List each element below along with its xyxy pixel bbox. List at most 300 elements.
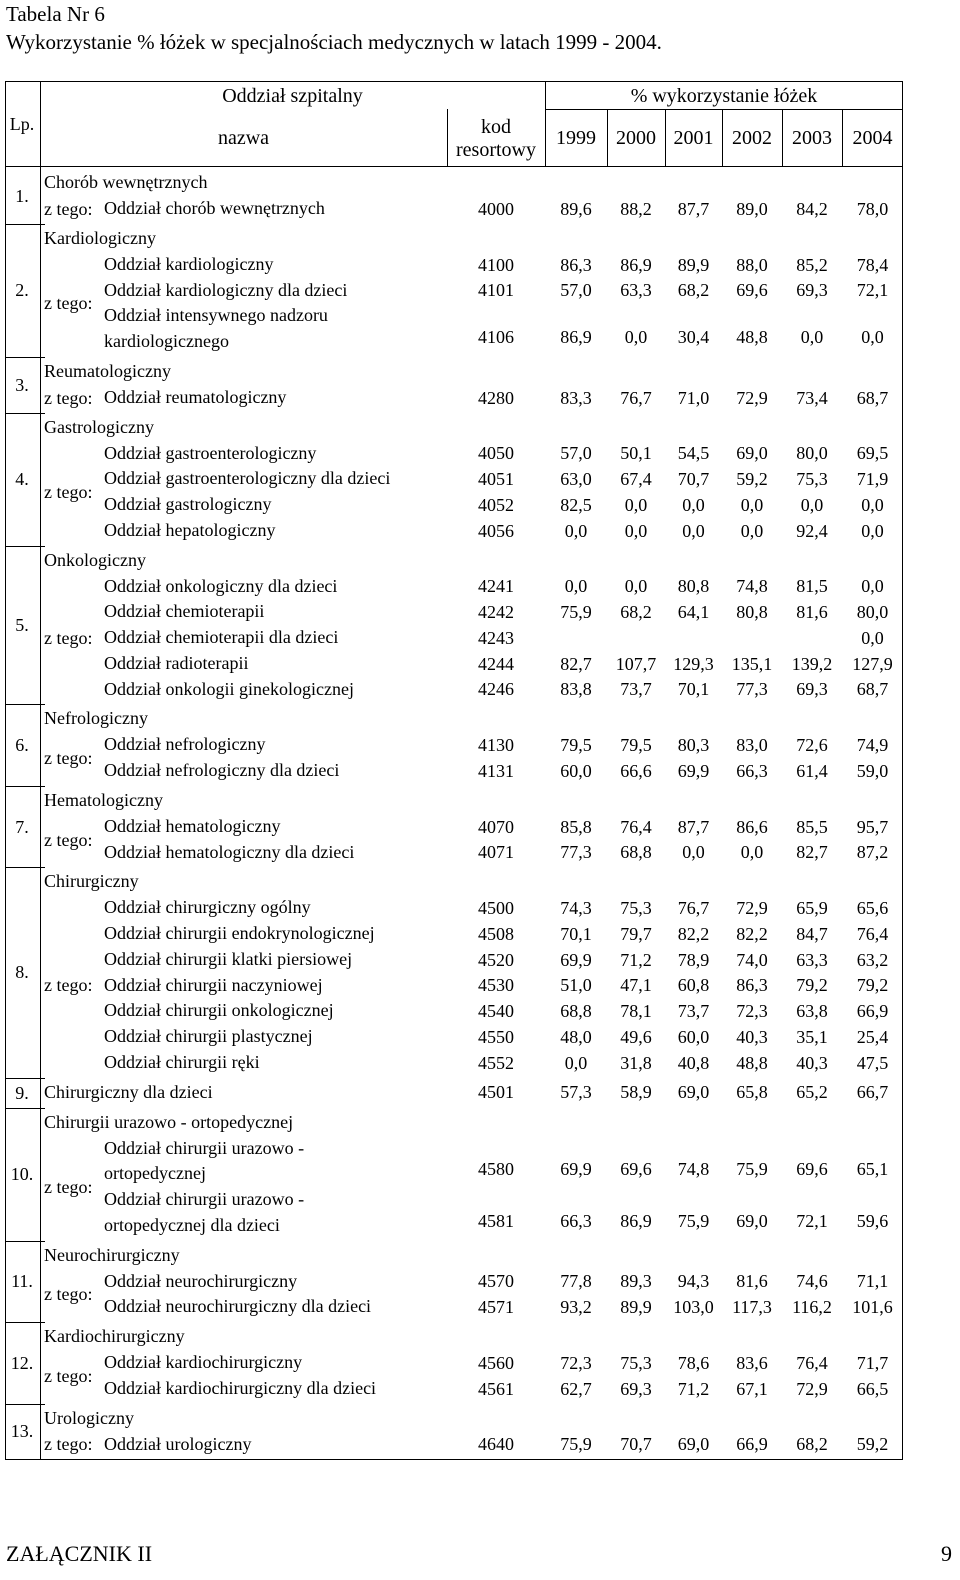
header-oddzial: Oddział szpitalny: [222, 85, 363, 107]
value-cell: 72,1: [856, 280, 889, 301]
value-cell: 78,4: [856, 254, 889, 275]
value-cell: 86,6: [736, 816, 768, 837]
header-kod-resortowy: resortowy: [456, 139, 536, 161]
value-cell: 76,7: [620, 387, 652, 408]
grid-line: [5, 704, 45, 705]
value-cell: 69,9: [677, 760, 710, 781]
value-cell: 0,0: [682, 494, 705, 515]
value-cell: 35,1: [796, 1026, 828, 1047]
code-cell: 4070: [478, 816, 514, 837]
value-cell: 71,7: [856, 1352, 889, 1373]
department-name: ortopedycznej dla dzieci: [104, 1214, 280, 1235]
department-name: Oddział reumatologiczny: [104, 386, 287, 407]
value-cell: 67,1: [736, 1378, 768, 1399]
value-cell: 70,1: [677, 679, 710, 700]
grid-line: [545, 81, 546, 166]
value-cell: 69,6: [736, 280, 768, 301]
code-cell: 4550: [478, 1026, 514, 1047]
value-cell: 0,0: [624, 494, 648, 515]
group-name: Onkologiczny: [44, 549, 146, 570]
value-cell: 68,2: [796, 1434, 828, 1455]
value-cell: 69,6: [796, 1159, 828, 1180]
lp-number: 3.: [15, 374, 29, 395]
z-tego-label: z tego:: [44, 975, 93, 996]
value-cell: 70,1: [560, 923, 592, 944]
department-name: Oddział chirurgiczny ogólny: [104, 897, 311, 918]
department-name: ortopedycznej: [104, 1163, 206, 1184]
group-name: Chorób wewnętrznych: [44, 172, 208, 192]
value-cell: 72,9: [736, 387, 768, 408]
department-name: Oddział chirurgii ręki: [104, 1051, 260, 1072]
value-cell: 95,7: [856, 816, 889, 837]
grid-line: [782, 109, 783, 166]
department-name: Oddział chemioterapii dla dzieci: [104, 627, 339, 647]
value-cell: 74,6: [796, 1271, 828, 1292]
code-cell: 4560: [478, 1352, 514, 1373]
grid-line: [5, 357, 45, 358]
value-cell: 79,5: [620, 735, 652, 756]
value-cell: 116,2: [792, 1297, 832, 1318]
value-cell: 87,7: [677, 198, 710, 219]
value-cell: 85,5: [796, 816, 828, 837]
value-cell: 54,5: [677, 443, 710, 464]
value-cell: 107,7: [615, 653, 657, 674]
department-name: Oddział onkologii ginekologicznej: [104, 678, 354, 699]
header-nazwa: nazwa: [217, 127, 270, 149]
document-subtitle: Wykorzystanie % łóżek w specjalnościach medycznych w latach 1999 - 2004.: [6, 30, 662, 54]
value-cell: 83,8: [560, 679, 592, 700]
value-cell: 0,0: [861, 327, 884, 347]
value-cell: 0,0: [624, 520, 648, 541]
value-cell: 80,8: [736, 602, 768, 623]
value-cell: 0,0: [564, 520, 588, 541]
value-cell: 75,3: [620, 898, 652, 919]
value-cell: 80,0: [796, 443, 828, 464]
grid-line: [842, 109, 843, 166]
value-cell: 60,8: [677, 975, 710, 996]
department-name: Oddział gastrologiczny: [104, 494, 272, 514]
value-cell: 88,2: [620, 198, 652, 219]
value-cell: 48,0: [560, 1026, 592, 1047]
value-cell: 59,6: [856, 1210, 889, 1231]
grid-line: [5, 1241, 45, 1242]
value-cell: 74,8: [736, 576, 768, 597]
code-cell: 4243: [478, 627, 514, 648]
value-cell: 50,1: [620, 443, 652, 464]
lp-number: 8.: [15, 962, 29, 983]
z-tego-label: z tego:: [44, 1434, 93, 1455]
lp-number: 6.: [15, 735, 29, 755]
value-cell: 59,2: [856, 1434, 889, 1455]
value-cell: 25,4: [856, 1026, 889, 1047]
value-cell: 81,6: [736, 1271, 768, 1292]
bed-usage-table: [5, 81, 903, 1460]
grid-line: [5, 1078, 45, 1079]
value-cell: 77,3: [560, 842, 592, 863]
value-cell: 81,5: [796, 576, 828, 597]
lp-number: 7.: [15, 816, 29, 837]
code-cell: 4500: [478, 898, 514, 919]
value-cell: 40,3: [796, 1052, 828, 1073]
lp-number: 9.: [15, 1082, 29, 1103]
code-cell: 4570: [478, 1271, 514, 1292]
group-name: Reumatologiczny: [44, 360, 171, 381]
value-cell: 66,3: [736, 760, 768, 781]
value-cell: 117,3: [732, 1297, 772, 1318]
grid-line: [5, 1108, 45, 1109]
value-cell: 68,8: [560, 1001, 592, 1022]
group-name: Nefrologiczny: [44, 708, 148, 729]
lp-number: 4.: [15, 469, 29, 489]
value-cell: 62,7: [560, 1378, 592, 1399]
grid-line: [5, 867, 45, 868]
value-cell: 0,0: [740, 842, 764, 863]
code-cell: 4130: [478, 735, 514, 756]
value-cell: 87,7: [677, 816, 710, 837]
grid-line: [5, 1404, 45, 1405]
value-cell: 73,7: [677, 1001, 710, 1022]
department-name: Oddział nefrologiczny dla dzieci: [104, 760, 340, 780]
value-cell: 65,6: [856, 898, 889, 919]
grid-line: [607, 109, 608, 166]
value-cell: 72,3: [560, 1352, 592, 1373]
group-name: Kardiologiczny: [44, 227, 156, 248]
value-cell: 0,0: [861, 576, 884, 597]
value-cell: 71,0: [677, 387, 710, 408]
group-name: Neurochirurgiczny: [44, 1244, 180, 1265]
value-cell: 86,9: [620, 1210, 652, 1231]
header-kod: kod: [481, 116, 511, 138]
code-cell: 4571: [478, 1297, 514, 1318]
value-cell: 80,3: [677, 735, 710, 756]
value-cell: 75,9: [560, 1434, 592, 1455]
value-cell: 61,4: [796, 760, 828, 781]
grid-line: [40, 81, 41, 1459]
grid-line: [5, 224, 45, 225]
lp-number: 5.: [15, 614, 29, 635]
grid-line: [545, 109, 903, 110]
header-year-2003: 2003: [792, 127, 832, 149]
z-tego-label: z tego:: [44, 829, 93, 850]
value-cell: 75,9: [736, 1159, 768, 1180]
value-cell: 31,8: [620, 1052, 652, 1073]
z-tego-label: z tego:: [44, 1284, 93, 1305]
header-year-2001: 2001: [673, 127, 714, 149]
z-tego-label: z tego:: [44, 627, 93, 648]
value-cell: 76,7: [677, 898, 710, 919]
z-tego-label: z tego:: [44, 748, 93, 768]
value-cell: 82,2: [677, 923, 710, 944]
grid-line: [5, 81, 6, 1459]
value-cell: 0,0: [861, 627, 884, 648]
value-cell: 66,3: [560, 1210, 592, 1231]
department-name: Oddział hematologiczny: [104, 815, 281, 836]
header-year-2004: 2004: [852, 127, 893, 149]
value-cell: 74,9: [856, 735, 889, 756]
department-name: Oddział chirurgii urazowo -: [104, 1137, 305, 1158]
department-name: Oddział chirurgii plastycznej: [104, 1026, 313, 1046]
value-cell: 65,1: [856, 1159, 889, 1180]
page-number: 9: [941, 1541, 952, 1566]
header-wykorzystanie: % wykorzystanie łóżek: [630, 85, 818, 107]
value-cell: 68,7: [856, 679, 889, 700]
value-cell: 66,5: [856, 1378, 889, 1399]
value-cell: 75,9: [677, 1210, 710, 1231]
value-cell: 83,6: [736, 1352, 768, 1373]
value-cell: 83,0: [736, 735, 768, 756]
value-cell: 69,0: [677, 1081, 710, 1102]
header-year-2000: 2000: [616, 127, 656, 149]
footer-annex: ZAŁĄCZNIK II: [6, 1541, 153, 1566]
code-cell: 4530: [478, 975, 514, 996]
group-name: Hematologiczny: [44, 789, 163, 810]
value-cell: 71,2: [620, 949, 652, 970]
value-cell: 69,9: [560, 949, 592, 970]
value-cell: 49,6: [620, 1026, 652, 1047]
value-cell: 75,9: [560, 602, 592, 623]
grid-line: [5, 166, 903, 167]
code-cell: 4246: [478, 679, 514, 700]
department-name: Oddział neurochirurgiczny dla dzieci: [104, 1296, 372, 1317]
value-cell: 64,1: [677, 602, 710, 623]
value-cell: 0,0: [740, 494, 764, 515]
value-cell: 88,0: [736, 254, 768, 275]
department-name: kardiologicznego: [104, 331, 229, 351]
value-cell: 69,0: [736, 443, 768, 464]
department-name: Oddział urologiczny: [104, 1433, 252, 1454]
value-cell: 66,7: [856, 1081, 889, 1102]
value-cell: 40,8: [677, 1052, 710, 1073]
value-cell: 47,1: [620, 975, 652, 996]
code-cell: 4100: [478, 254, 514, 275]
value-cell: 72,6: [796, 735, 828, 756]
value-cell: 71,9: [856, 469, 889, 490]
group-name: Chirurgii urazowo - ortopedycznej: [44, 1111, 294, 1132]
header-lp: Lp.: [9, 114, 35, 134]
value-cell: 70,7: [677, 469, 710, 490]
value-cell: 75,3: [796, 469, 828, 490]
value-cell: 77,3: [736, 679, 768, 700]
value-cell: 127,9: [852, 653, 893, 674]
department-name: Oddział chirurgii naczyniowej: [104, 974, 323, 995]
code-cell: 4101: [478, 280, 514, 301]
value-cell: 79,5: [560, 735, 592, 756]
value-cell: 0,0: [740, 520, 764, 541]
lp-number: 2.: [15, 280, 29, 301]
grid-line: [5, 413, 45, 414]
value-cell: 101,6: [852, 1297, 893, 1318]
value-cell: 40,3: [736, 1026, 768, 1047]
group-name: Chirurgiczny dla dzieci: [44, 1081, 213, 1102]
value-cell: 68,8: [620, 842, 652, 863]
code-cell: 4050: [478, 443, 514, 464]
grid-line: [447, 109, 448, 166]
lp-number: 12.: [10, 1352, 34, 1373]
value-cell: 139,2: [791, 653, 833, 674]
value-cell: 76,4: [856, 923, 889, 944]
department-name: Oddział gastroenterologiczny dla dzieci: [104, 468, 391, 489]
lp-number: 10.: [10, 1164, 34, 1184]
value-cell: 48,8: [736, 327, 768, 347]
grid-line: [902, 81, 903, 1459]
grid-line: [665, 109, 666, 166]
value-cell: 78,1: [620, 1001, 652, 1022]
value-cell: 73,7: [620, 679, 652, 700]
value-cell: 0,0: [624, 327, 648, 347]
z-tego-label: z tego:: [44, 293, 93, 314]
value-cell: 63,8: [796, 1001, 828, 1022]
value-cell: 86,3: [736, 975, 768, 996]
value-cell: 82,7: [796, 842, 828, 863]
code-cell: 4640: [478, 1434, 514, 1455]
value-cell: 75,3: [620, 1352, 652, 1373]
code-cell: 4561: [478, 1378, 514, 1399]
value-cell: 78,9: [677, 949, 710, 970]
value-cell: 86,9: [620, 254, 652, 275]
department-name: Oddział kardiologiczny: [104, 253, 274, 274]
value-cell: 72,9: [736, 898, 768, 919]
value-cell: 80,8: [677, 576, 710, 597]
value-cell: 0,0: [682, 520, 705, 541]
value-cell: 79,2: [796, 975, 828, 996]
value-cell: 82,5: [560, 494, 592, 515]
department-name: Oddział chirurgii onkologicznej: [104, 1000, 334, 1021]
group-name: Chirurgiczny: [44, 871, 139, 892]
value-cell: 89,6: [560, 198, 592, 219]
value-cell: 65,2: [796, 1081, 828, 1102]
value-cell: 0,0: [564, 576, 588, 597]
grid-line: [5, 546, 45, 547]
department-name: Oddział kardiochirurgiczny: [104, 1352, 303, 1372]
value-cell: 59,0: [856, 760, 889, 781]
value-cell: 68,2: [620, 602, 652, 623]
code-cell: 4056: [478, 520, 514, 541]
value-cell: 84,7: [796, 923, 828, 944]
grid-line: [5, 1459, 903, 1460]
value-cell: 70,7: [620, 1434, 652, 1455]
header-year-2002: 2002: [732, 127, 772, 149]
value-cell: 78,0: [856, 198, 889, 219]
value-cell: 69,9: [560, 1159, 592, 1180]
code-cell: 4244: [478, 653, 514, 674]
value-cell: 87,2: [856, 842, 889, 863]
value-cell: 82,7: [560, 653, 592, 674]
value-cell: 81,6: [796, 602, 828, 623]
code-cell: 4552: [478, 1052, 514, 1073]
value-cell: 69,6: [620, 1159, 652, 1180]
value-cell: 69,0: [677, 1434, 710, 1455]
lp-number: 11.: [11, 1271, 33, 1292]
z-tego-label: z tego:: [44, 482, 93, 502]
code-cell: 4051: [478, 469, 514, 490]
value-cell: 58,9: [620, 1081, 652, 1102]
value-cell: 89,3: [620, 1271, 652, 1292]
value-cell: 80,0: [856, 602, 889, 623]
lp-number: 1.: [15, 185, 29, 206]
value-cell: 0,0: [682, 842, 705, 863]
department-name: Oddział chirurgii endokrynologicznej: [104, 923, 375, 943]
value-cell: 77,8: [560, 1271, 592, 1292]
code-cell: 4000: [478, 198, 514, 219]
value-cell: 66,9: [736, 1434, 768, 1455]
value-cell: 92,4: [796, 520, 828, 541]
value-cell: 59,2: [736, 469, 768, 490]
lp-number: 13.: [10, 1421, 34, 1442]
value-cell: 0,0: [800, 327, 824, 347]
value-cell: 0,0: [624, 576, 648, 597]
value-cell: 69,3: [796, 679, 828, 700]
department-name: Oddział hematologiczny dla dzieci: [104, 841, 355, 862]
value-cell: 73,4: [796, 387, 828, 408]
value-cell: 89,9: [677, 254, 710, 275]
value-cell: 48,8: [736, 1052, 768, 1073]
value-cell: 135,1: [731, 653, 773, 674]
value-cell: 0,0: [800, 494, 824, 515]
value-cell: 86,3: [560, 254, 592, 275]
value-cell: 63,0: [560, 469, 592, 490]
grid-line: [5, 1322, 45, 1323]
value-cell: 71,1: [856, 1271, 889, 1292]
value-cell: 65,9: [796, 898, 828, 919]
value-cell: 84,2: [796, 198, 828, 219]
value-cell: 72,3: [736, 1001, 768, 1022]
code-cell: 4520: [478, 949, 514, 970]
value-cell: 85,2: [796, 254, 828, 275]
value-cell: 76,4: [796, 1352, 828, 1373]
value-cell: 60,0: [560, 760, 592, 781]
value-cell: 82,2: [736, 923, 768, 944]
value-cell: 47,5: [856, 1052, 889, 1073]
value-cell: 57,0: [560, 280, 592, 301]
value-cell: 83,3: [560, 387, 592, 408]
value-cell: 65,8: [736, 1081, 768, 1102]
value-cell: 63,2: [856, 949, 889, 970]
department-name: Oddział kardiologiczny dla dzieci: [104, 279, 348, 300]
value-cell: 89,9: [620, 1297, 652, 1318]
department-name: Oddział radioterapii: [104, 652, 249, 673]
department-name: Oddział chirurgii urazowo -: [104, 1189, 305, 1209]
code-cell: 4580: [478, 1159, 514, 1180]
code-cell: 4106: [478, 327, 514, 347]
department-name: Oddział gastroenterologiczny: [104, 442, 317, 463]
value-cell: 68,7: [856, 387, 889, 408]
value-cell: 86,9: [560, 327, 592, 347]
value-cell: 69,0: [736, 1210, 768, 1231]
department-name: Oddział onkologiczny dla dzieci: [104, 575, 338, 596]
department-name: Oddział hepatologiczny: [104, 519, 276, 540]
value-cell: 89,0: [736, 198, 768, 219]
group-name: Gastrologiczny: [44, 416, 154, 437]
value-cell: 74,3: [560, 898, 592, 919]
value-cell: 79,7: [620, 923, 652, 944]
value-cell: 103,0: [673, 1297, 714, 1318]
code-cell: 4242: [478, 602, 514, 623]
value-cell: 129,3: [673, 653, 714, 674]
z-tego-label: z tego:: [44, 387, 93, 408]
value-cell: 72,1: [796, 1210, 828, 1231]
department-name: Oddział intensywnego nadzoru: [104, 305, 328, 326]
code-cell: 4071: [478, 842, 514, 863]
value-cell: 78,6: [677, 1352, 710, 1373]
value-cell: 51,0: [560, 975, 592, 996]
group-name: Urologiczny: [44, 1407, 134, 1428]
value-cell: 57,3: [560, 1081, 592, 1102]
department-name: Oddział kardiochirurgiczny dla dzieci: [104, 1377, 377, 1398]
value-cell: 57,0: [560, 443, 592, 464]
value-cell: 85,8: [560, 816, 592, 837]
grid-line: [5, 786, 45, 787]
code-cell: 4052: [478, 494, 514, 515]
